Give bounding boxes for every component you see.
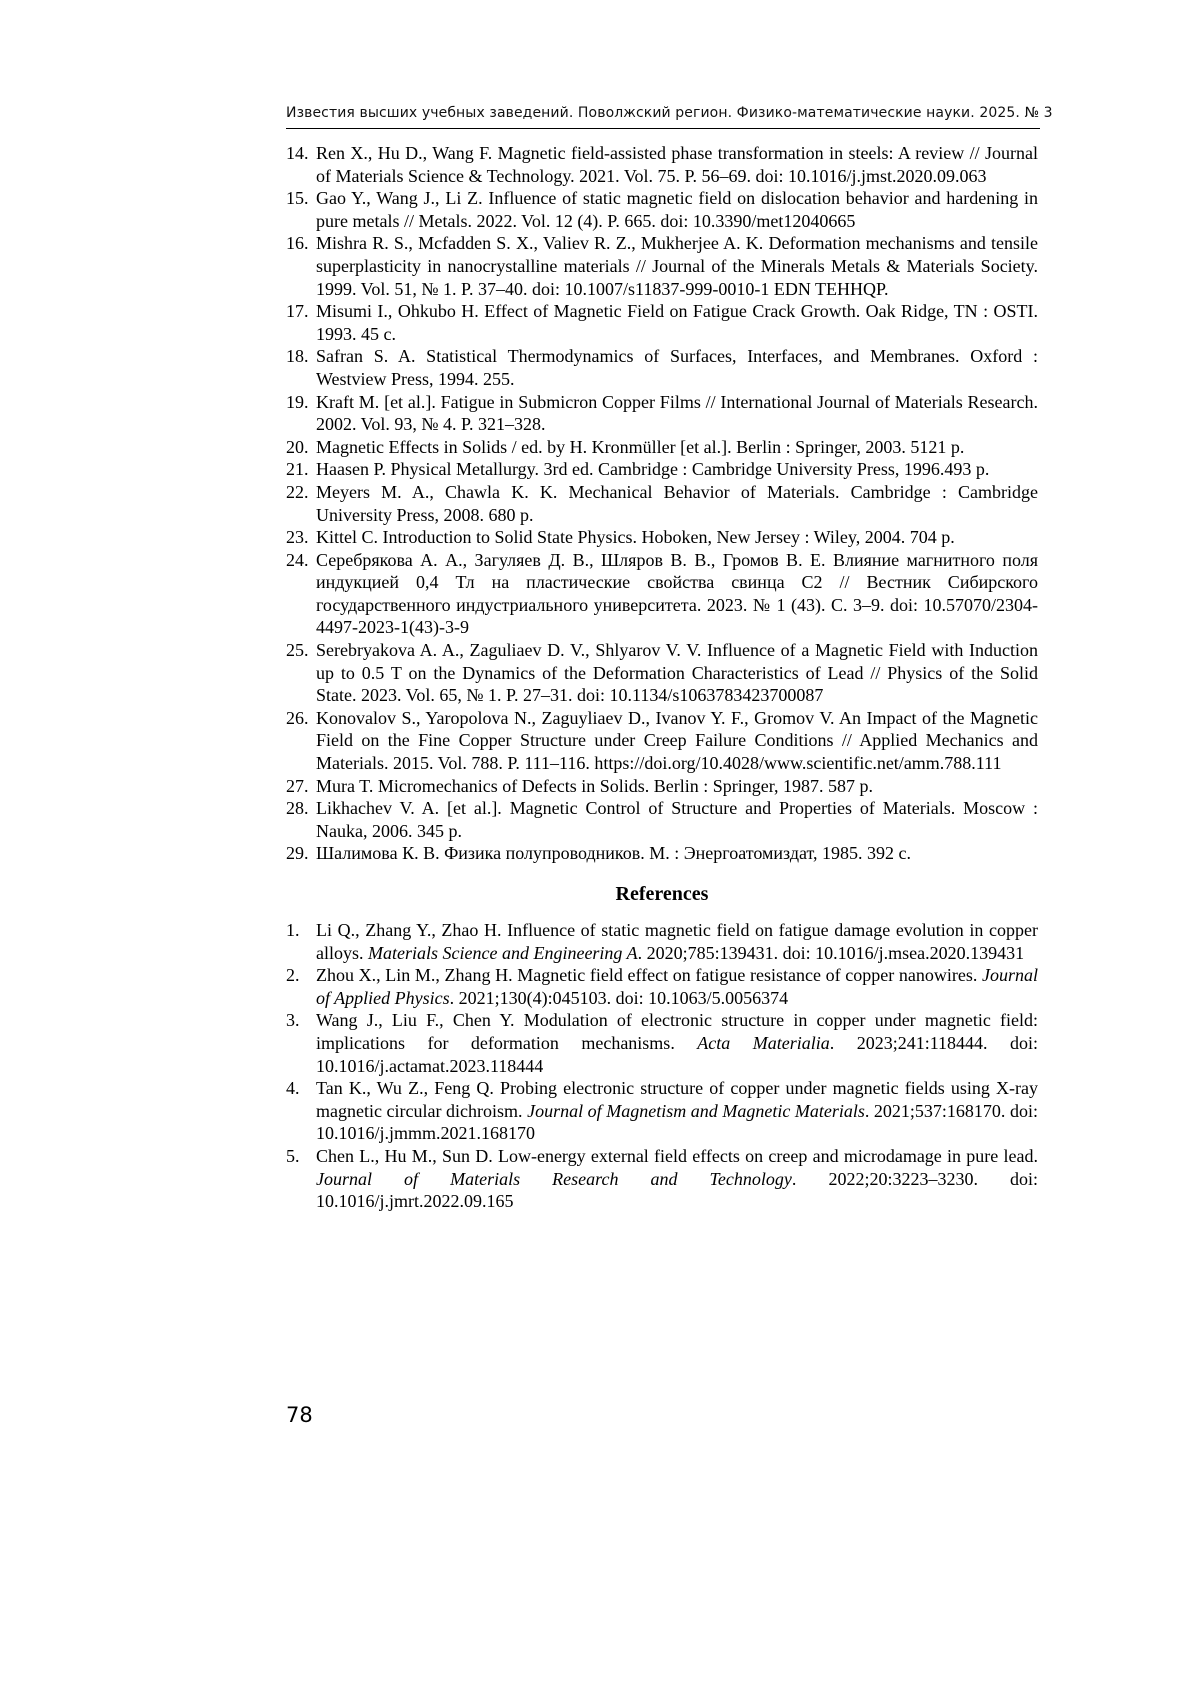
- ref-number: 14.: [286, 143, 309, 163]
- ref-authors-title: Chen L., Hu M., Sun D. Low-energy external field effects on creep and microdamage in pure lead.: [316, 1145, 1038, 1166]
- list-item: [286, 436, 1038, 459]
- ref-number: 19.: [286, 391, 309, 412]
- ref-text: Serebryakova A. A., Zaguliaev D. V., Shlyarov V. V. Influence of a Magnetic Field with Induction up to 0.5 T on the Dynamics of the Deformation Characteristics of Lead // Physics of the Solid State. 2023. Vol. 65, № 1. P. 27–31. doi: 10.1134/s1063783423700087: [316, 640, 1038, 706]
- ref-details: . 2022;20:3223–3230. doi: 10.1016/j.jmrt.2022.09.165: [316, 1168, 1038, 1212]
- ref-number: 3.: [286, 1010, 300, 1031]
- ref-details: . 2020;785:139431. doi: 10.1016/j.msea.2020.139431: [637, 942, 1025, 963]
- list-item: [286, 775, 1038, 798]
- ref-text: Шалимова К. В. Физика полупроводников. М. : Энергоатомиздат, 1985. 392 с.: [316, 843, 912, 864]
- ref-text: Серебрякова А. А., Загуляев Д. В., Шляров В. В., Громов В. Е. Влияние магнитного поля индукцией 0,4 Тл на пластические свойства свинца С2 // Вестник Сибирского государственного индустриального университета. 2023. № 1 (43). С. 3–9. doi: 10.57070/2304-4497-2023-1(43)-3-9: [316, 549, 1038, 638]
- ref-details: . 2021;537:168170. doi: 10.1016/j.jmmm.2021.168170: [316, 1100, 1038, 1144]
- list-item: [286, 232, 1038, 300]
- ref-number: 22.: [286, 481, 309, 502]
- ref-details: . 2023;241:118444. doi: 10.1016/j.actamat.2023.118444: [316, 1032, 1038, 1076]
- ref-journal: Journal of Applied Physics: [316, 965, 1038, 1008]
- ref-text: Konovalov S., Yaropolova N., Zaguyliaev D., Ivanov Y. F., Gromov V. An Impact of the Magnetic Field on the Fine Copper Structure under Creep Failure Conditions // Applied Mechanics and Materials. 2015. Vol. 788. P. 111–116. https://doi.org/10.4028/www.scientific.net/amm.788.111: [316, 707, 1038, 774]
- list-item: [286, 458, 1038, 481]
- list-item: [286, 391, 1038, 436]
- ref-text: Meyers M. A., Chawla K. K. Mechanical Behavior of Materials. Cambridge : Cambridge University Press, 2008. 680 p.: [316, 481, 1038, 525]
- list-item: [286, 345, 1038, 390]
- ref-text: Safran S. A. Statistical Thermodynamics of Surfaces, Interfaces, and Membranes. Oxford : Westview Press, 1994. 255.: [316, 346, 1038, 389]
- ref-authors-title: Wang J., Liu F., Chen Y. Modulation of electronic structure in copper under magnetic field: implications for deformation mechanisms.: [316, 1010, 1038, 1053]
- ref-number: 17.: [286, 301, 309, 322]
- list-item: [286, 300, 1038, 345]
- ref-number: 5.: [286, 1145, 300, 1166]
- ref-journal: Journal of Magnetism and Magnetic Materials: [527, 1100, 865, 1121]
- page-number: 78: [286, 1403, 313, 1427]
- list-item: [286, 1009, 1038, 1077]
- ref-number: 23.: [286, 527, 309, 548]
- list-item: [286, 549, 1038, 639]
- list-item: [286, 1145, 1038, 1213]
- running-header: Известия высших учебных заведений. Поволжский регион. Физико-математические науки. 2025. № 3: [286, 105, 1053, 121]
- ref-text: Likhachev V. A. [et al.]. Magnetic Control of Structure and Properties of Materials. Moscow : Nauka, 2006. 345 p.: [316, 798, 1038, 841]
- list-item: [286, 842, 1038, 865]
- ref-number: 2.: [286, 965, 300, 986]
- list-item: [286, 1077, 1038, 1145]
- ref-journal: Journal of Materials Research and Technology: [316, 1168, 792, 1189]
- list-item: [286, 481, 1038, 526]
- ref-number: 28.: [286, 798, 309, 819]
- ref-journal: Materials Science and Engineering A: [368, 942, 638, 963]
- ref-authors-title: Tan K., Wu Z., Feng Q. Probing electronic structure of copper under magnetic fields using X-ray magnetic circular dichroism.: [316, 1078, 1038, 1121]
- list-item: [286, 526, 1038, 549]
- reference-list-english: [286, 919, 1038, 1213]
- ref-number: 4.: [286, 1078, 300, 1099]
- header-rule: [286, 128, 1040, 129]
- ref-authors-title: Li Q., Zhang Y., Zhao H. Influence of static magnetic field on fatigue damage evolution in copper alloys.: [316, 920, 1038, 963]
- ref-text: Gao Y., Wang J., Li Z. Influence of static magnetic field on dislocation behavior and hardening in pure metals // Metals. 2022. Vol. 12 (4). P. 665. doi: 10.3390/met12040665: [316, 188, 1038, 231]
- ref-number: 25.: [286, 640, 309, 661]
- ref-authors-title: Zhou X., Lin M., Zhang H. Magnetic field effect on fatigue resistance of copper nanowires.: [316, 965, 982, 986]
- ref-number: 26.: [286, 707, 309, 728]
- ref-text: Mishra R. S., Mcfadden S. X., Valiev R. Z., Mukherjee A. K. Deformation mechanisms and tensile superplasticity in nanocrystalline materials // Journal of the Minerals Metals & Materials Society. 1999. Vol. 51, № 1. P. 37–40. doi: 10.1007/s11837-999-0010-1 EDN TEHHQP.: [316, 233, 1038, 299]
- ref-number: 27.: [286, 775, 309, 796]
- ref-text: Mura T. Micromechanics of Defects in Solids. Berlin : Springer, 1987. 587 p.: [316, 775, 874, 796]
- list-item: [286, 187, 1038, 232]
- page-body: [286, 142, 1038, 1213]
- list-item: [286, 142, 1038, 187]
- list-item: [286, 639, 1038, 707]
- ref-number: 20.: [286, 436, 309, 457]
- ref-text: Misumi I., Ohkubo H. Effect of Magnetic Field on Fatigue Crack Growth. Oak Ridge, TN : OSTI. 1993. 45 с.: [316, 301, 1038, 344]
- list-item: [286, 797, 1038, 842]
- ref-number: 21.: [286, 459, 309, 480]
- ref-text: Kraft M. [et al.]. Fatigue in Submicron Copper Films // International Journal of Materials Research. 2002. Vol. 93, № 4. P. 321–328.: [316, 391, 1038, 435]
- ref-number: 1.: [286, 920, 300, 940]
- ref-number: 16.: [286, 233, 309, 254]
- ref-journal: Acta Materialia: [697, 1032, 830, 1053]
- ref-details: . 2021;130(4):045103. doi: 10.1063/5.0056374: [449, 987, 789, 1008]
- list-item: [286, 707, 1038, 775]
- ref-number: 29.: [286, 843, 309, 864]
- ref-text: Haasen P. Physical Metallurgy. 3rd ed. Cambridge : Cambridge University Press, 1996.493 p.: [316, 459, 990, 480]
- ref-number: 18.: [286, 346, 309, 367]
- references-heading: References: [615, 883, 709, 905]
- list-item: [286, 919, 1038, 964]
- ref-number: 24.: [286, 549, 309, 570]
- ref-number: 15.: [286, 188, 309, 209]
- ref-text: Magnetic Effects in Solids / ed. by H. Kronmüller [et al.]. Berlin : Springer, 2003. 5121 p.: [316, 436, 965, 457]
- list-item: [286, 964, 1038, 1009]
- ref-text: Kittel C. Introduction to Solid State Physics. Hoboken, New Jersey : Wiley, 2004. 704 p.: [316, 527, 955, 548]
- reference-list-russian: [286, 142, 1038, 865]
- ref-text: Ren X., Hu D., Wang F. Magnetic field-assisted phase transformation in steels: A review // Journal of Materials Science & Technology. 2021. Vol. 75. P. 56–69. doi: 10.1016/j.jmst.2020.09.063: [316, 143, 1038, 186]
